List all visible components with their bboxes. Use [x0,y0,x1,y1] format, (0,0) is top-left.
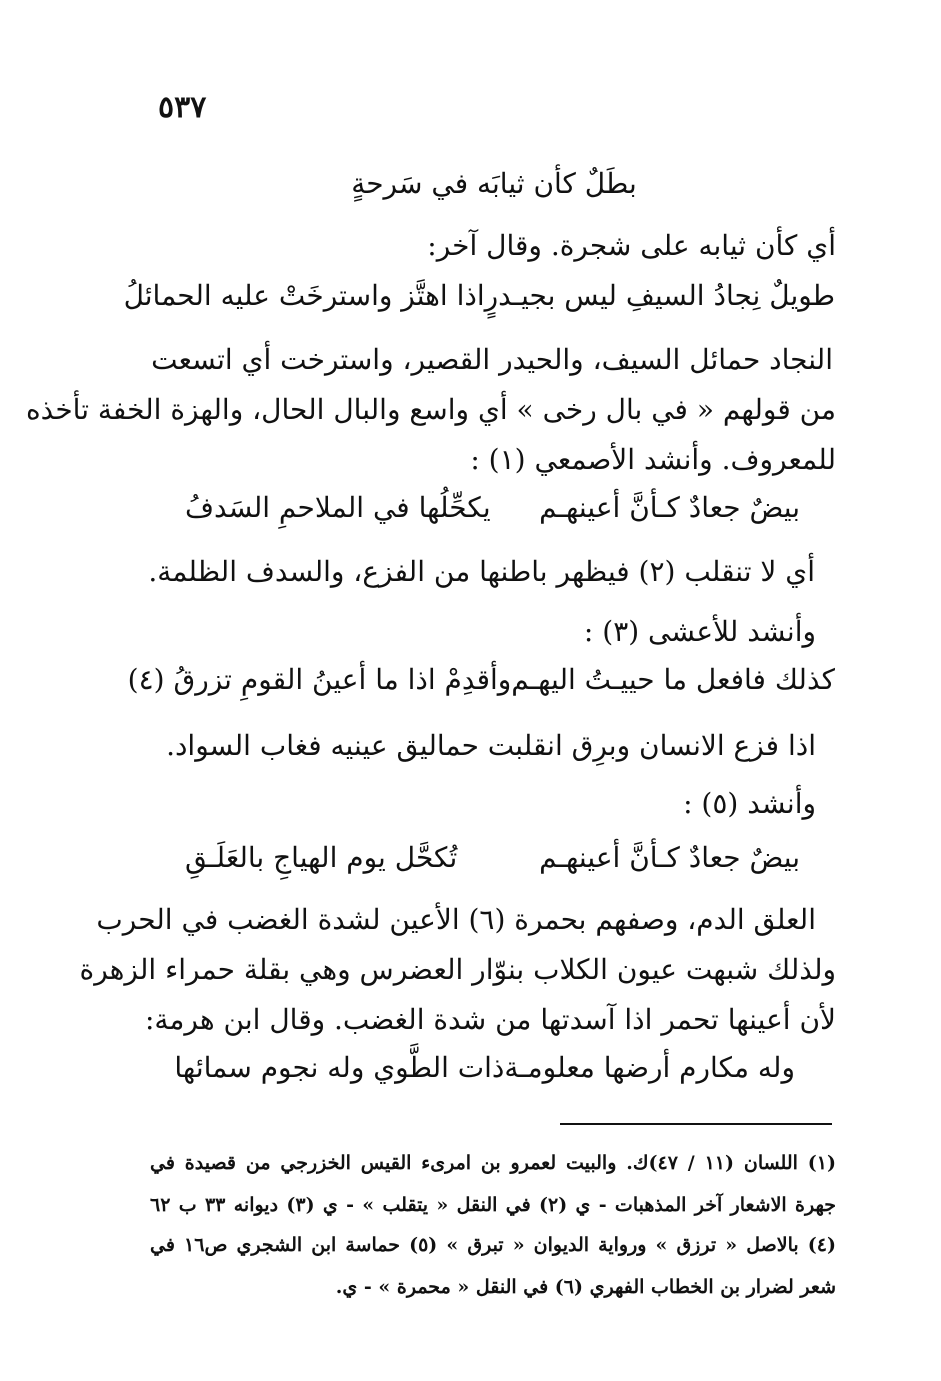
verse-line-7 [185,488,800,528]
text-line-12: وأنشد (٥) : [683,787,816,820]
page-number: ٥٣٧ [158,90,207,125]
text-line-5: من قولهم « في بال رخى » أي واسع والبال الحال، والهزة الخفة تأخذه [26,393,836,426]
footnote-line-4: شعر لضرار بن الخطاب الفهري (٦) في النقل « محمرة » - ي. [335,1276,836,1298]
verse-line-13 [185,838,800,878]
text-line-11: اذا فزع الانسان وبرِق انقلبت حماليق عينيه فغاب السواد. [166,729,816,762]
text-line-2: أي كأن ثيابه على شجرة. وقال آخر: [427,229,836,262]
verse-line-10 [127,660,835,700]
hemistich-first: طويلٌ نِجادُ السيفِ ليس بجيـدرٍ [484,279,835,312]
text-line-4: النجاد حمائل السيف، والحيدر القصير، واسترخت أي اتسعت [151,343,833,376]
hemistich-first: بيضٌ جعادٌ كـأنَّ أعينهـم [539,491,800,524]
hemistich-first: بيضٌ جعادٌ كـأنَّ أعينهـم [539,841,800,874]
footnote-line-1: (١) اللسان (١١ / ٤٧)ك. والبيت لعمرو بن امرىء القيس الخزرجي من قصيدة في [150,1152,836,1174]
footnote-separator [560,1123,832,1125]
hemistich-first: كذلك فافعل ما حييـتُ اليهـم [511,663,835,696]
text-line-16: لأن أعينها تحمر اذا آسدتها من شدة الغضب. وقال ابن هرمة: [144,1003,836,1036]
verse-line-17 [174,1048,795,1088]
text-line-6: للمعروف. وأنشد الأصمعي (١) : [470,443,836,476]
verse-line-1: بطَلٌ كأن ثيابَه في سَرحةٍ [351,167,637,200]
text-line-15: ولذلك شبهت عيون الكلاب بنوّار العضرس وهي بقلة حمراء الزهرة [79,953,836,986]
hemistich-second: ذات الطَّوي وله نجوم سمائها [174,1051,505,1084]
hemistich-second: تُكحَّل يوم الهياجِ بالعَلَـقِ [185,841,458,874]
footnote-line-3: (٤) بالاصل « ترزق » ورواية الديوان « تبرق » (٥) حماسة ابن الشجري ص١٦ في [150,1234,836,1256]
hemistich-second: يكحِّلُها في الملاحمِ السَدفُ [185,491,491,524]
footnote-line-2: جهرة الاشعار آخر المذهبات - ي (٢) في النقل « يتقلب » - ي (٣) ديوانه ٣٣ ب ٦٢ [150,1194,836,1216]
hemistich-second: وأقدِمْ اذا ما أعينُ القومِ تزرقُ (٤) [127,663,512,696]
hemistich-first: وله مكارم أرضها معلومـة [504,1051,795,1084]
text-line-14: العلق الدم، وصفهم بحمرة (٦) الأعين لشدة الغضب في الحرب [96,903,816,936]
hemistich-second: اذا اهتَّز واسترخَتْ عليه الحمائلُ [123,279,485,312]
verse-line-3 [123,276,835,316]
text-line-8: أي لا تنقلب (٢) فيظهر باطنها من الفزع، والسدف الظلمة. [148,555,815,588]
text-line-9: وأنشد للأعشى (٣) : [583,615,816,648]
